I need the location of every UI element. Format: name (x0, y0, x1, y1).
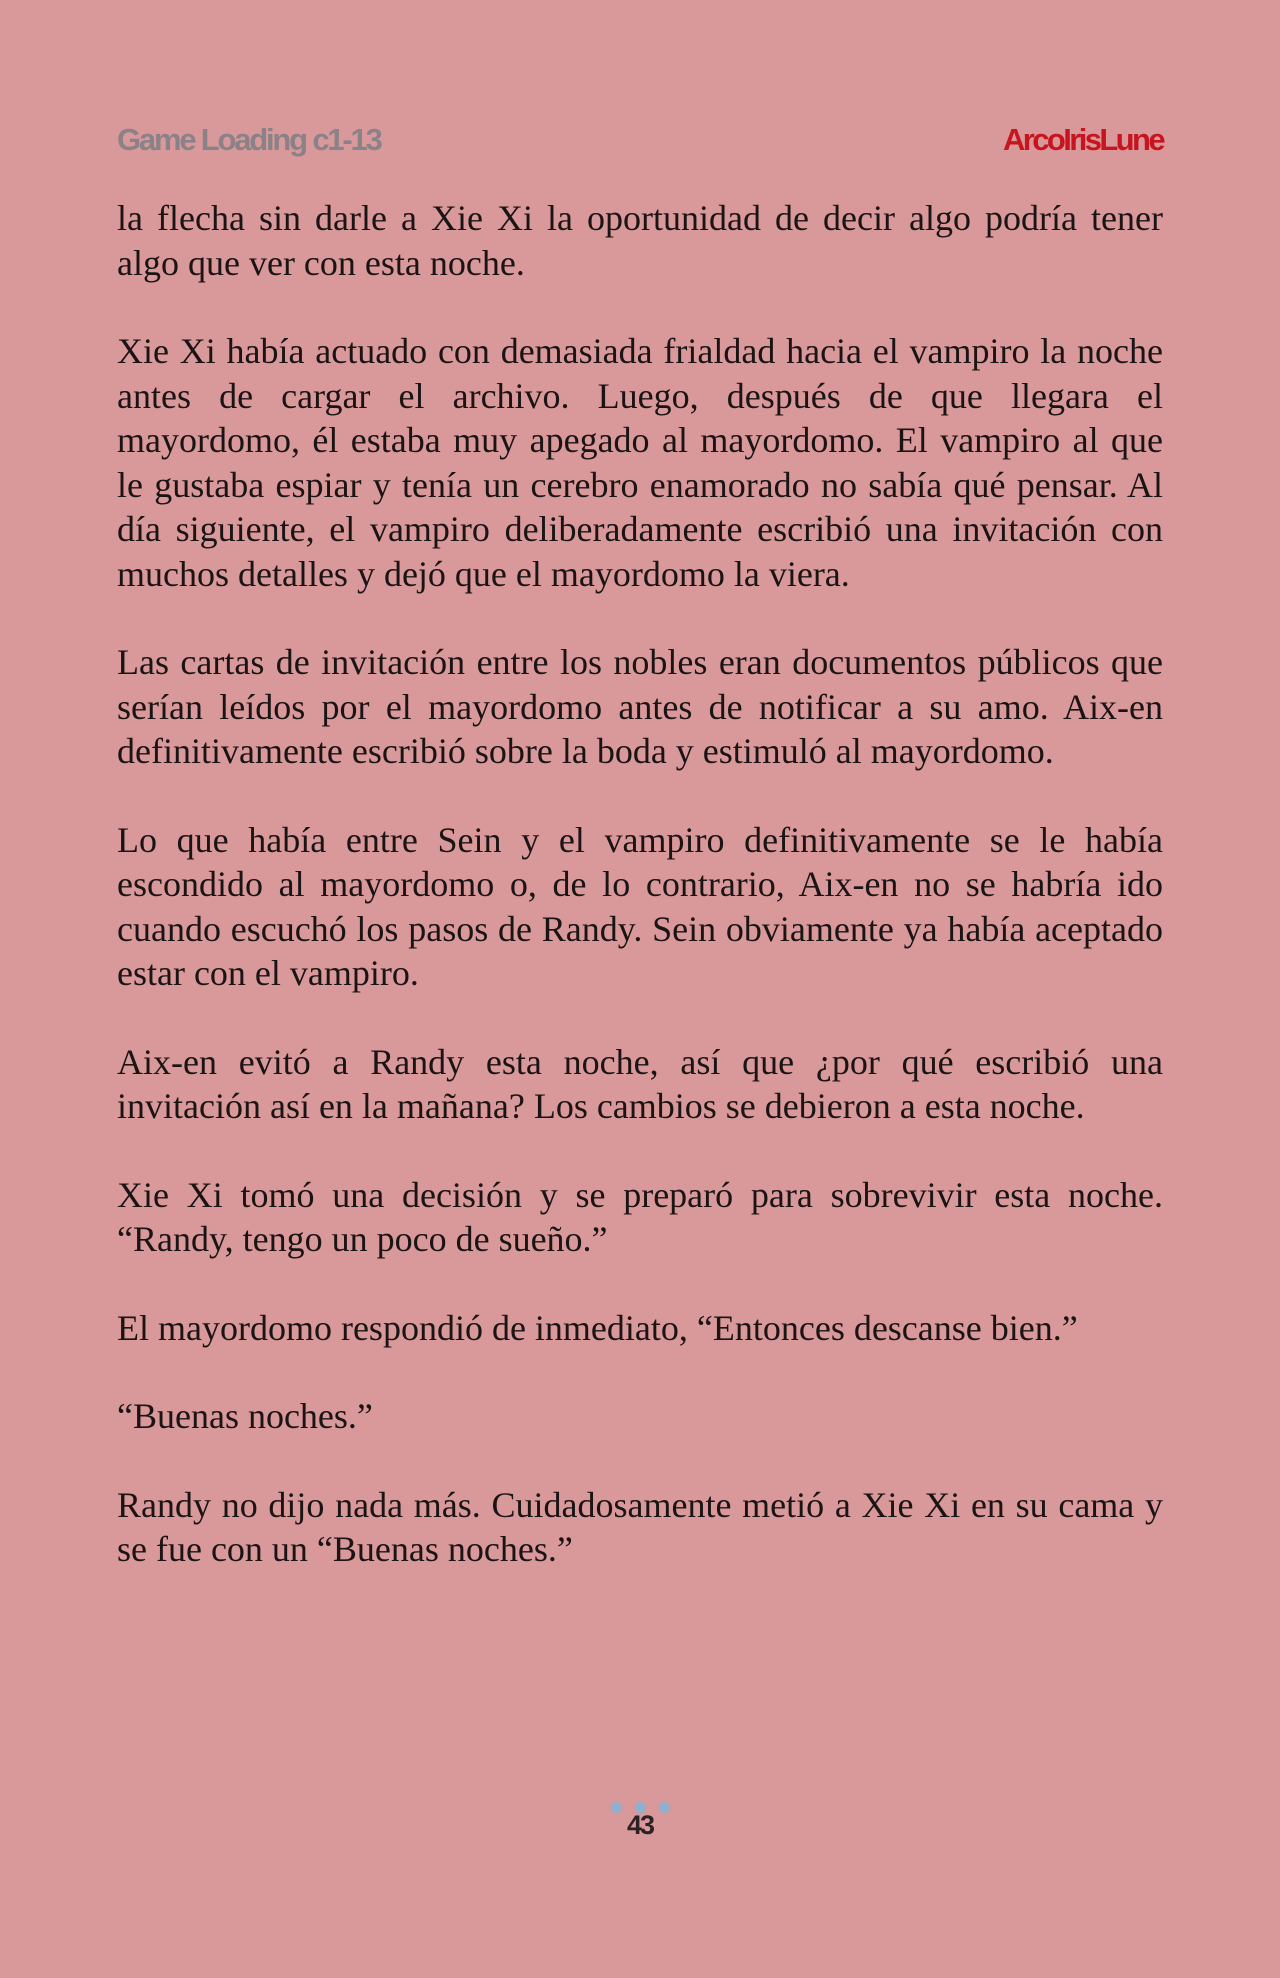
page-body (117, 196, 1163, 1616)
paragraph: Randy no dijo nada más. Cuidadosamente metió a Xie Xi en su cama y se fue con un “Buenas noches.” (117, 1484, 1163, 1569)
translator-credit: ArcoIrisLune (1002, 122, 1163, 157)
dot-icon (611, 1802, 622, 1813)
paragraph: El mayordomo respondió de inmediato, “Entonces descanse bien.” (117, 1307, 1078, 1348)
paragraph: Xie Xi tomó una decisión y se preparó para sobrevivir esta noche. “Randy, tengo un poco de sueño.” (117, 1174, 1163, 1259)
dot-icon (659, 1802, 670, 1813)
page-footer (0, 1800, 1280, 1842)
paragraph: Las cartas de invitación entre los nobles eran documentos públicos que serían leídos por el mayordomo antes de notificar a su amo. Aix-en definitivamente escribió sobre la boda y estimuló al mayordomo. (117, 642, 1163, 771)
paragraph: Aix-en evitó a Randy esta noche, así que ¿por qué escribió una invitación así en la mañana? Los cambios se debieron a esta noche. (117, 1041, 1163, 1126)
paragraph: Xie Xi había actuado con demasiada frialdad hacia el vampiro la noche antes de cargar el archivo. Luego, después de que llegara el mayordomo, él estaba muy apegado al mayordomo. El vampiro al que le gustaba espiar y tenía un cerebro enamorado no sabía qué pensar. Al día siguiente, el vampiro deliberadamente escribió una invitación con muchos detalles y dejó que el mayordomo la viera. (117, 331, 1163, 594)
page-header (117, 118, 1163, 162)
paragraph: “Buenas noches.” (117, 1396, 373, 1436)
paragraph: Lo que había entre Sein y el vampiro definitivamente se le había escondido al mayordomo o, de lo contrario, Aix-en no se habría ido cuando escuchó los pasos de Randy. Sein obviamente ya había aceptado estar con el vampiro. (117, 819, 1163, 993)
book-title: Game Loading c1-13 (117, 122, 381, 157)
paragraph: la flecha sin darle a Xie Xi la oportunidad de decir algo podría tener algo que ver con esta noche. (117, 198, 1163, 283)
page-number: 43 (626, 1810, 654, 1840)
